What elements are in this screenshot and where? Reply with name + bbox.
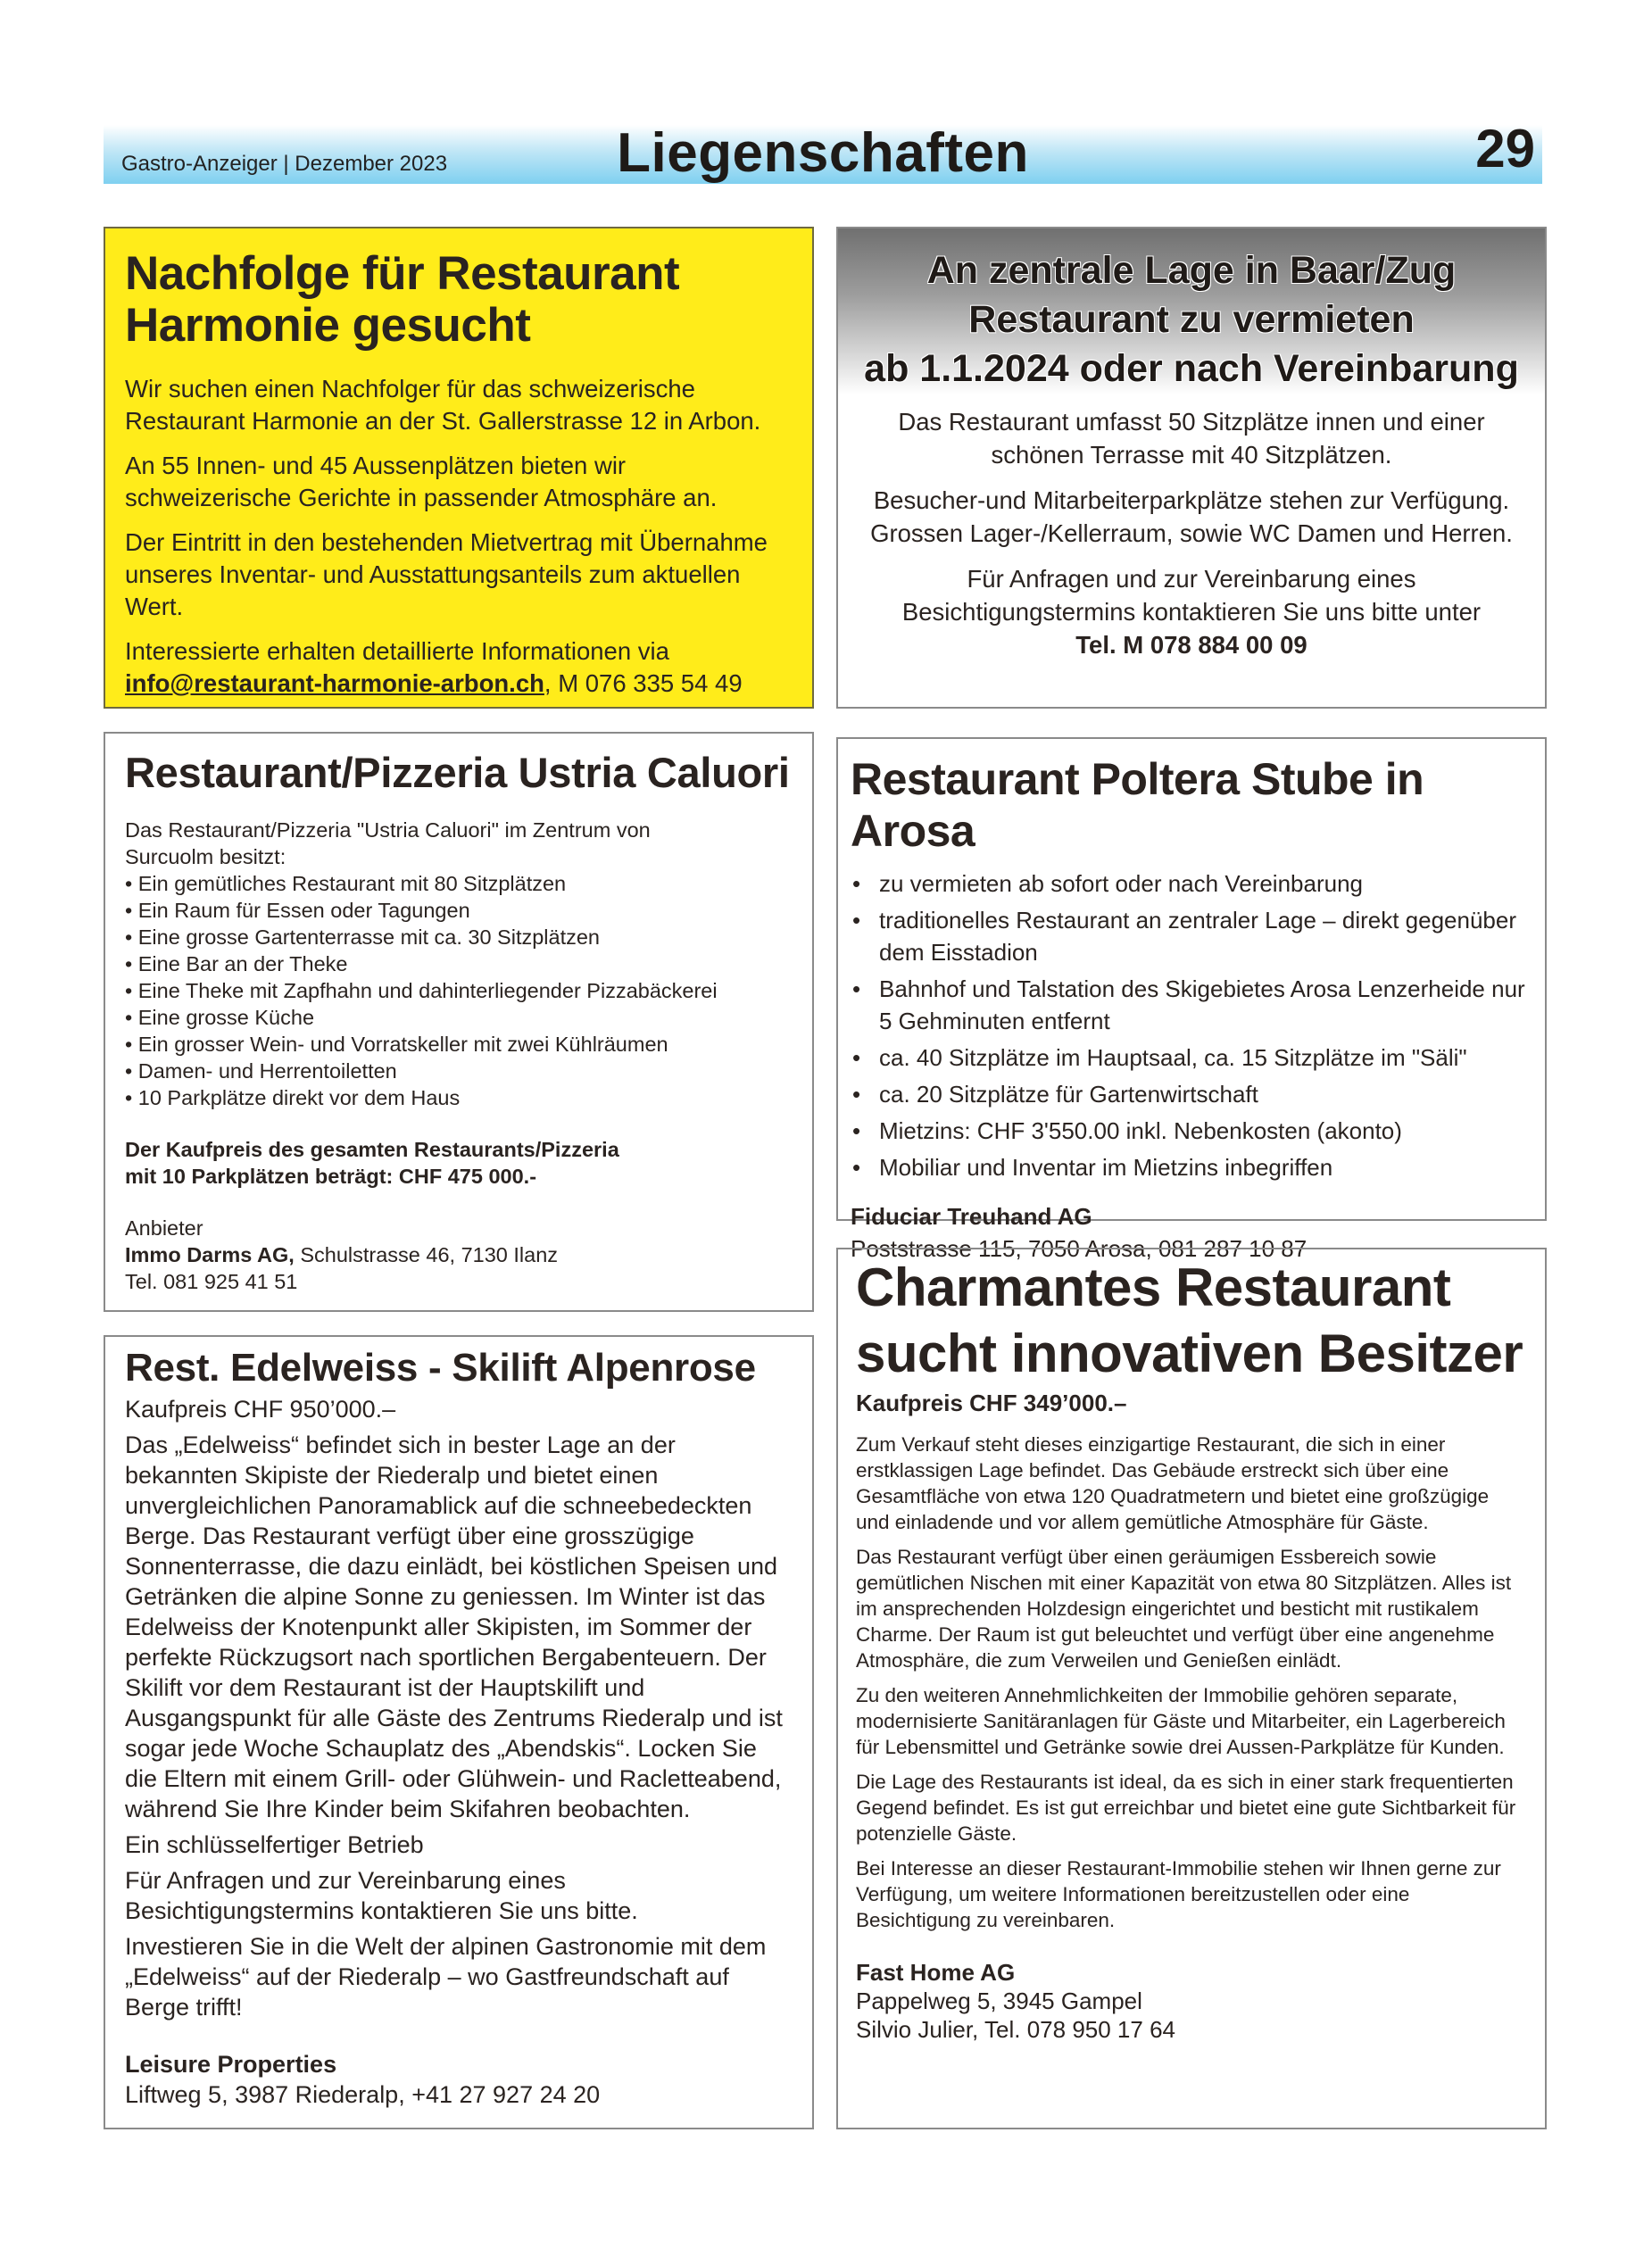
ad-edelweiss-contact — [125, 2049, 793, 2110]
ad-ustria-caluori-phone: Tel. 081 925 41 51 — [125, 1270, 298, 1293]
list-item: • traditionelles Restaurant an zentraler Lage – direkt gegenüber dem Eisstadion — [851, 904, 1532, 968]
ad-poltera-stube-list — [851, 867, 1532, 1183]
ad-charmantes-restaurant-title-line1: Charmantes Restaurant — [856, 1257, 1451, 1317]
ad-harmonie-title-line1: Nachfolge für Restaurant — [125, 247, 680, 300]
ad-harmonie-paragraph: Der Eintritt in den bestehenden Mietvertrag mit Übernahme unseres Inventar- und Ausstattungsanteils zum aktuellen Wert. — [125, 528, 768, 620]
ad-charmantes-restaurant-phone: Silvio Julier, Tel. 078 950 17 64 — [856, 2016, 1175, 2043]
ad-edelweiss-paragraph: Ein schlüsselfertiger Betrieb — [125, 1831, 424, 1858]
list-item: • Mobiliar und Inventar im Mietzins inbegriffen — [851, 1151, 1532, 1183]
ad-harmonie-contact — [125, 635, 793, 700]
ad-baar-zug-phone: Tel. M 078 884 00 09 — [1075, 631, 1307, 659]
ad-ustria-caluori — [104, 732, 814, 1312]
ad-ustria-caluori-intro — [125, 817, 793, 870]
ad-charmantes-restaurant-paragraph: Zu den weiteren Annehmlichkeiten der Immobilie gehören separate, modernisierte Sanitäranlagen für Gäste und Mitarbeiter, ein Lagerbereich für Lebensmittel und Getränke sowie drei Aussen-Parkplätze für Kunden. — [856, 1684, 1506, 1758]
ad-baar-zug-headline-line3: ab 1.1.2024 oder nach Vereinbarung — [864, 347, 1519, 390]
ad-baar-zug-headline-line2: Restaurant zu vermieten — [968, 298, 1415, 341]
list-item: • ca. 20 Sitzplätze für Gartenwirtschaft — [851, 1078, 1532, 1110]
ad-poltera-stube-company: Fiduciar Treuhand AG — [851, 1203, 1092, 1230]
ad-ustria-caluori-intro-line1: Das Restaurant/Pizzeria "Ustria Caluori" im Zentrum von — [125, 818, 651, 842]
ad-ustria-caluori-list — [125, 870, 793, 1111]
ad-edelweiss-paragraph: Investieren Sie in die Welt der alpinen Gastronomie mit dem „Edelweiss“ auf der Riederalp – wo Gastfreundschaft auf Berge trifft! — [125, 1933, 767, 2021]
ad-ustria-caluori-address: Schulstrasse 46, 7130 Ilanz — [294, 1243, 559, 1266]
ad-edelweiss-address: Liftweg 5, 3987 Riederalp, +41 27 927 24 20 — [125, 2081, 601, 2108]
list-item: • Ein grosser Wein- und Vorratskeller mit zwei Kühlräumen — [125, 1033, 668, 1056]
ad-edelweiss-company: Leisure Properties — [125, 2051, 337, 2078]
ad-ustria-caluori-offerer — [125, 1215, 793, 1295]
ad-charmantes-restaurant-price: Kaufpreis CHF 349’000.– — [856, 1390, 1127, 1416]
section-title: Liegenschaften — [617, 122, 1029, 184]
ad-baar-zug-paragraph: Das Restaurant umfasst 50 Sitzplätze innen und einer schönen Terrasse mit 40 Sitzplätzen. — [898, 408, 1485, 469]
ad-ustria-caluori-offerer-label: Anbieter — [125, 1216, 203, 1240]
ad-harmonie-title — [125, 248, 793, 352]
ad-ustria-caluori-title: Restaurant/Pizzeria Ustria Caluori — [125, 749, 790, 796]
ad-ustria-caluori-price-line1: Der Kaufpreis des gesamten Restaurants/Pizzeria — [125, 1138, 619, 1161]
ad-ustria-caluori-company: Immo Darms AG, — [125, 1243, 295, 1266]
ad-charmantes-restaurant-contact — [856, 1958, 1527, 2044]
list-item: • zu vermieten ab sofort oder nach Vereinbarung — [851, 867, 1532, 900]
ad-edelweiss-title: Rest. Edelweiss - Skilift Alpenrose — [125, 1346, 756, 1390]
ad-harmonie-paragraph: Wir suchen einen Nachfolger für das schweizerische Restaurant Harmonie an der St. Gallerstrasse 12 in Arbon. — [125, 375, 761, 435]
ad-baar-zug-headline — [838, 228, 1545, 394]
ad-ustria-caluori-price — [125, 1136, 793, 1190]
ad-harmonie-contact-text: Interessierte erhalten detaillierte Informationen via — [125, 637, 669, 665]
list-item: • Eine Theke mit Zapfhahn und dahinterliegender Pizzabäckerei — [125, 979, 718, 1002]
ad-ustria-caluori-intro-line2: Surcuolm besitzt: — [125, 845, 286, 868]
ad-charmantes-restaurant-paragraph: Bei Interesse an dieser Restaurant-Immobilie stehen wir Ihnen gerne zur Verfügung, um weitere Informationen bereitzustellen oder eine Besichtigung zu vereinbaren. — [856, 1857, 1501, 1931]
ad-edelweiss — [104, 1335, 814, 2129]
ad-edelweiss-paragraph: Das „Edelweiss“ befindet sich in bester Lage an der bekannten Skipiste der Riederalp und bietet einen unvergleichlichen Panoramablick auf die schneebedeckten Berge. Das Restaurant verfügt über eine grosszügige Sonnenterrasse, die dazu einlädt, bei köstlichen Speisen und Getränken die alpine Sonne zu geniessen. Im Winter ist das Edelweiss der Knotenpunkt aller Skipisten, im Sommer der perfekte Rückzugsort nach sportlichen Bergabenteuern. Der Skilift vor dem Restaurant ist der Hauptskilift und Ausgangspunkt für alle Gäste des Zentrums Riederalp und ist sogar jede Woche Schauplatz des „Abendskis“. Locken Sie die Eltern mit einem Grill- oder Glühwein- und Racletteabend, während Sie Ihre Kinder beim Skifahren beobachten. — [125, 1432, 783, 1822]
list-item: • 10 Parkplätze direkt vor dem Haus — [125, 1086, 461, 1109]
ad-edelweiss-paragraph: Für Anfragen und zur Vereinbarung eines Besichtigungstermins kontaktieren Sie uns bitte. — [125, 1867, 638, 1924]
ad-harmonie-title-line2: Harmonie gesucht — [125, 299, 531, 352]
ad-charmantes-restaurant-address: Pappelweg 5, 3945 Gampel — [856, 1988, 1142, 2014]
ad-baar-zug-paragraph: Besucher-und Mitarbeiterparkplätze stehen zur Verfügung. Grossen Lager-/Kellerraum, sowie WC Damen und Herren. — [870, 486, 1513, 547]
list-item: • Ein Raum für Essen oder Tagungen — [125, 899, 470, 922]
ad-charmantes-restaurant-paragraph: Das Restaurant verfügt über einen geräumigen Essbereich sowie gemütlichen Nischen mit einer Kapazität von etwa 80 Sitzplätzen. Alles ist im ansprechenden Holzdesign eingerichtet und besticht mit rustikalem Charme. Der Raum ist gut beleuchtet und verfügt über eine angenehme Atmosphäre, die zum Verweilen und Genießen einlädt. — [856, 1546, 1512, 1672]
ad-edelweiss-price: Kaufpreis CHF 950’000.– — [125, 1396, 396, 1423]
ad-baar-zug — [836, 227, 1547, 709]
ad-baar-zug-headline-line1: An zentrale Lage in Baar/Zug — [926, 249, 1457, 292]
ad-harmonie — [104, 227, 814, 709]
list-item: • Bahnhof und Talstation des Skigebietes Arosa Lenzerheide nur 5 Gehminuten entfernt — [851, 973, 1532, 1037]
ad-charmantes-restaurant — [836, 1248, 1547, 2129]
ad-harmonie-paragraph: An 55 Innen- und 45 Aussenplätzen bieten wir schweizerische Gerichte in passender Atmosphäre an. — [125, 452, 718, 511]
ad-baar-zug-paragraph — [838, 562, 1545, 661]
list-item: • ca. 40 Sitzplätze im Hauptsaal, ca. 15 Sitzplätze im "Säli" — [851, 1042, 1532, 1074]
ad-charmantes-restaurant-title — [856, 1255, 1527, 1387]
page-header — [104, 119, 1542, 184]
list-item: • Eine Bar an der Theke — [125, 952, 348, 975]
publication-label: Gastro-Anzeiger | Dezember 2023 — [121, 152, 448, 176]
ad-charmantes-restaurant-title-line2: sucht innovativen Besitzer — [856, 1324, 1523, 1383]
list-item: • Eine grosse Küche — [125, 1006, 315, 1029]
ad-charmantes-restaurant-company: Fast Home AG — [856, 1959, 1016, 1986]
ad-baar-zug-contact-text: Für Anfragen und zur Vereinbarung eines Besichtigungstermins kontaktieren Sie uns bitte unter — [901, 565, 1482, 626]
ad-harmonie-email-link[interactable]: info@restaurant-harmonie-arbon.ch — [125, 669, 544, 697]
page-number: 29 — [1475, 119, 1535, 178]
ad-poltera-stube — [836, 737, 1547, 1262]
ad-harmonie-phone: , M 076 335 54 49 — [544, 669, 743, 697]
list-item: • Ein gemütliches Restaurant mit 80 Sitzplätzen — [125, 872, 567, 895]
ad-ustria-caluori-price-line2: mit 10 Parkplätzen beträgt: CHF 475 000.- — [125, 1165, 537, 1188]
list-item: • Eine grosse Gartenterrasse mit ca. 30 Sitzplätzen — [125, 925, 600, 949]
ad-charmantes-restaurant-paragraph: Zum Verkauf steht dieses einzigartige Restaurant, die sich in einer erstklassigen Lage befindet. Das Gebäude erstreckt sich über eine Gesamtfläche von etwa 120 Quadratmetern und bietet eine großzügige und einladende und vor allem gemütliche Atmosphäre für Gäste. — [856, 1433, 1490, 1533]
ad-charmantes-restaurant-paragraph: Die Lage des Restaurants ist ideal, da es sich in einer stark frequentierten Gegend befindet. Es ist gut erreichbar und bietet eine gute Sichtbarkeit für potenzielle Gäste. — [856, 1771, 1516, 1845]
ad-poltera-stube-address: Poststrasse 115, 7050 Arosa, 081 287 10 87 — [851, 1235, 1307, 1262]
ad-poltera-stube-title: Restaurant Poltera Stube in Arosa — [851, 754, 1424, 856]
list-item: • Damen- und Herrentoiletten — [125, 1059, 397, 1083]
list-item: • Mietzins: CHF 3'550.00 inkl. Nebenkosten (akonto) — [851, 1115, 1532, 1147]
